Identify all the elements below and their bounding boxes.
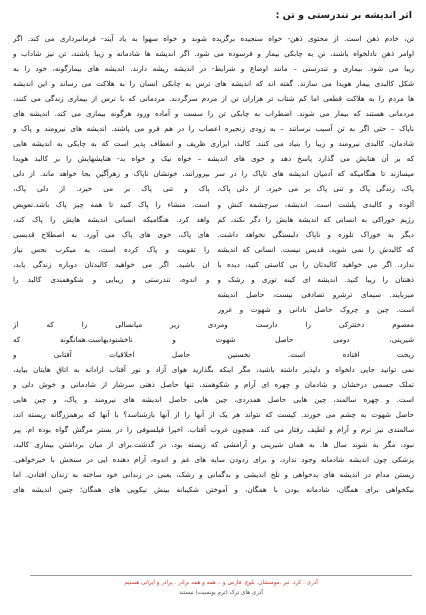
text-line: نیکخواهی برای همگان، شادمانه بودن با همگان، و آموختن شکیبانه بینش نیکویی های همگان؛ چنین اندیشه های [13,485,414,495]
text-line: ناپاک – حتی اگر به تن آسیب نرسانند – به زودی زنجیره اعصاب را در هم فرو می پاشند. اندیشه های نیرومند و پاک و [13,124,414,134]
text-line: ها مردم را به هلاکت قطعی اما کم شتاب تر هزاران تن از مردم سرگردند. مردمانی که با ترس از بیماری زندگی می کنند، [13,94,414,104]
text-line: سالمندی نیز نرم و آرام و لطیف رفتار می کند. همچون غروب آفتاب. اخیرا فیلسوفی را در بستر مرگش گواه بوده ام. پیر [13,425,414,435]
text-line: پاک و تنی پاک بر می خیزد. از دلی پاک، [13,184,210,194]
text-line [13,287,209,302]
text-line: که کالبدش را نمی شوید، قدیس نیست. انسانی که اندیشه [217,244,414,254]
text-line: زیبا می شود. بیماری و تندرستی – مانند اوضاع و شرایط- در اندیشه ریشه دارند. اندیشه های بیمارگونه، خود را به [13,64,414,74]
text-line: رژیم خوراکی به انسانی که اندیشه هایش را دگر نکند، کم [217,214,414,224]
paragraph-top [13,31,414,181]
text-line: پزشکی چون اندیشه شادمانه وجود ندارد، و برای زدودن سایه های غم و اندوه، آرام دهنده ایی در سنجش با خیرخواهی. [13,455,414,465]
text-line: ندارد. اگر می خواهید کالبدتان را بی کاستی کنید، دیده با [217,259,414,269]
column-right [218,181,414,316]
text-line: مردمانی هستند که بیمار می شوند. اضطراب به چابکی تن را سست و آماده ورود هرگونه بیماری می کند. اندیشه های [13,109,414,119]
footer-line-1: آذری . کرد. تبر .مومنشان. بلوچ. فارس و .. همه و همه برادر . برادر و ایرانی هستیم [124,580,318,586]
footer-line-2: آذری های ترک (ترم یونسیت) نیستند [179,590,263,596]
text-line: تملک جسمی درخشان و شادمان و چهره ای آرام و شکوهمند، تنها حاصل ذهنی سرشار از شادمانی و خوش دلی و [13,380,414,390]
text-line: میسازند تا هنگامیکه که آدمیان اندیشه های ناپاک را در سر بپرورانند، خونشان ناپاک و زهرآگین بجا خواهد ماند. از دلی [13,169,414,179]
text-line: شیرینی، دومی حاصل شهوت و ناخشنودیهاست.همانگونه که [13,334,414,344]
text-line: نبود، مگر به شوند سال ها. به همان شیرینی و آرامشی که زیسته بود، در گذشت.برای از میان برداشتن بیماری کالبد، [13,440,414,450]
text-line: شکل کالبدی بیمار هویدا می سازند. گفته اند که اندیشه های ترس به چابکی انسان را به هلاکت می رساند و این اندیشه [13,79,414,89]
text-line: اوامر ذهن نادلخواه باشند، تن به چابکی بیمار و فرسوده می شود. اگر اندیشه ها شادمانه و زیبا باشند، تن نیز شاداب و [13,49,414,59]
body-text [13,31,414,497]
two-column-block [13,181,414,316]
text-line: آلوده و کالبدی پلشت است. اندیشه، سرچشمه کنش و [217,199,414,209]
page-footer [30,575,412,598]
text-line: معصوم دختترکی را دارست ومردی زیر میانسالی را که از [13,319,414,329]
text-line: است. منشاء را پاک کنید تا همه چیز پاک باشد.تعویض [13,199,210,209]
text-line: میربایند. سیمای ترشرو تصادفی نیست، حاصل اندیشه [217,289,414,299]
text-line: نمی توانید جایی دلخواه و دلپذیر داشته باشید، مگر اینکه بگذارید هوای آزاد و نور آفتاب ازادانه به اتاق هایتان بیاید، [13,365,414,375]
text-line: واهد کرد. هنگامیکه انسانی اندیشه هایش را پاک کند، [13,214,210,224]
text-line: تن، خادم ذهن است. از محتوی ذهن- خواه سنجیده برگزیده شوند و خواه سهوا به یاد آیند- فرمانبرداری می کند. اگر [13,34,414,43]
text-line: و اندوه، تندرستی و زیبایی و شکوهمندی کالبد را [13,274,210,284]
text-line: زیستن مدام در اندیشه های بدخواهی و تلخ اندیشی و بدگمانی و رشک، یعنی در زندانی خود ساخته به زندان افتادن. اما [13,470,414,480]
text-line: است. و چهره سالمند، چین هایی حاصل همدردی، چین هایی حاصل اندیشه های نیرومند و پاک، و چین هایی [13,395,414,405]
text-line: دیگر به خوراک تلوزه و ناپاک دلبستگی نخواهد داشت. [217,229,414,239]
text-line: ذهنتان را زیبا کنید. اندیشه ای کینه توزی و رشک و [217,274,414,284]
text-line: ان باشید. اگر می خواهید کالبدتان دوباره زندگی یابد، [13,259,210,269]
column-left [13,181,209,316]
text-line: های پاک، خوی های پاک می آورد. به اصطلاح قدیسی [13,229,210,239]
text-line: که بر آن هنایش می گذارد پاسخ دهد و خوی های اندیشه – خواه نیک و خواه بد- هنایشهایش را بر کالبد هویدا [13,154,414,164]
text-line: حاصل شهوت به چشم می خورند. کیست که نتواند هر یک از آنها را از آنها بازشناسد؟ با آنها که برهمزرگانه زیسته اند، [13,410,414,420]
section-heading: اثر اندیشه بر تندرستی و تن : [275,10,412,21]
text-line: را تقویت و پاک کرده است، به میکرب نحس نیاز [13,244,210,254]
text-line: است. چین و چروک حاصل نادانی و شهوت و غرور [217,304,414,314]
text-line: شادمان، کالبدی نیرومند و زیبا را بنیاد می کنند. کالبد، ابزاری ظریف و انعطاف پذیر است که به چابکی به اندیشه هایی [13,139,414,149]
text-line: پاک، زندگی پاک و تنی پاک بر می خیزد. از دلی پاک، [217,184,414,194]
text-line: ریخت افتاده است. نخستین حاصل اخلاقیات آفتابی و [13,349,414,359]
paragraph-bottom [13,317,414,498]
